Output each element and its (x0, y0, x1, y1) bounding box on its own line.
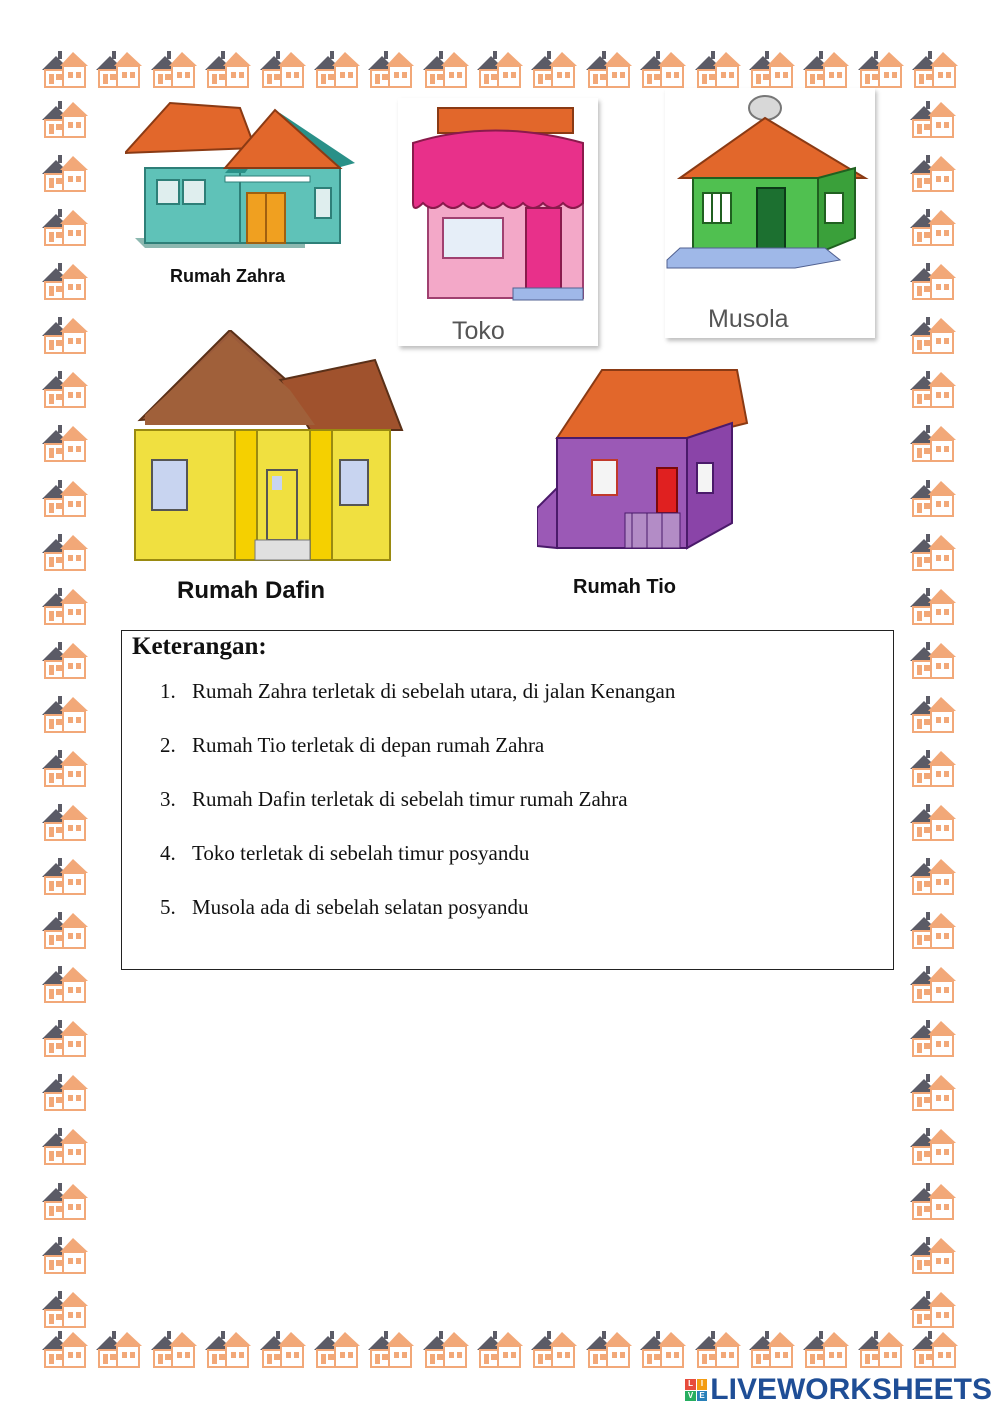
rumah-zahra-illustration (125, 98, 360, 258)
toko-illustration (398, 98, 598, 313)
house-border-icon (475, 48, 525, 90)
house-border-icon (40, 48, 90, 90)
house-border-icon (908, 368, 958, 410)
legend-box (121, 630, 894, 970)
liveworksheets-logo[interactable] (685, 1373, 992, 1407)
house-border-icon (584, 48, 634, 90)
musola-label: Musola (708, 305, 789, 333)
house-border-icon (908, 531, 958, 573)
house-border-icon (40, 855, 90, 897)
page-border-right (908, 98, 958, 1330)
house-border-icon (421, 1328, 471, 1370)
house-border-icon (40, 477, 90, 519)
house-border-icon (40, 98, 90, 140)
page-border-top (40, 48, 960, 92)
legend-item-number: 5. (160, 895, 176, 919)
house-border-icon (908, 963, 958, 1005)
legend-item-text: Toko terletak di sebelah timur posyandu (192, 841, 530, 865)
house-border-icon (40, 1125, 90, 1167)
house-border-icon (40, 260, 90, 302)
house-border-icon (908, 314, 958, 356)
house-border-icon (908, 1288, 958, 1330)
legend-item (160, 841, 675, 895)
legend-title: Keterangan: (132, 633, 267, 660)
house-border-icon (312, 1328, 362, 1370)
house-border-icon (149, 1328, 199, 1370)
house-border-icon (475, 1328, 525, 1370)
house-border-icon (908, 639, 958, 681)
house-border-icon (40, 801, 90, 843)
house-border-icon (421, 48, 471, 90)
legend-item (160, 733, 675, 787)
house-border-icon (40, 1288, 90, 1330)
house-border-icon (40, 1071, 90, 1113)
house-border-icon (908, 152, 958, 194)
house-border-icon (910, 1328, 960, 1370)
house-border-icon (312, 48, 362, 90)
house-border-icon (908, 1071, 958, 1113)
house-border-icon (40, 747, 90, 789)
toko-picture (398, 98, 598, 346)
house-border-icon (258, 1328, 308, 1370)
rumah-tio-picture (537, 368, 752, 558)
house-border-icon (40, 1328, 90, 1370)
legend-list (160, 679, 675, 949)
house-border-icon (94, 48, 144, 90)
legend-item-number: 3. (160, 787, 176, 811)
house-border-icon (908, 1017, 958, 1059)
house-border-icon (908, 260, 958, 302)
house-border-icon (638, 48, 688, 90)
house-border-icon (801, 48, 851, 90)
house-border-icon (908, 747, 958, 789)
house-border-icon (40, 963, 90, 1005)
legend-item-text: Rumah Tio terletak di depan rumah Zahra (192, 733, 545, 757)
legend-item (160, 787, 675, 841)
house-border-icon (40, 693, 90, 735)
rumah-zahra-picture (125, 98, 360, 258)
house-border-icon (584, 1328, 634, 1370)
rumah-tio-label: Rumah Tio (573, 576, 676, 598)
house-border-icon (908, 98, 958, 140)
house-border-icon (747, 48, 797, 90)
house-border-icon (40, 206, 90, 248)
rumah-tio-illustration (537, 368, 752, 558)
house-border-icon (40, 909, 90, 951)
house-border-icon (908, 909, 958, 951)
musola-illustration (665, 88, 875, 283)
house-border-icon (908, 1234, 958, 1276)
rumah-dafin-picture (130, 330, 405, 570)
legend-item-text: Musola ada di sebelah selatan posyandu (192, 895, 529, 919)
legend-item-text: Rumah Zahra terletak di sebelah utara, di jalan Kenangan (192, 679, 676, 703)
house-border-icon (908, 206, 958, 248)
house-border-icon (40, 422, 90, 464)
legend-item-number: 4. (160, 841, 176, 865)
house-border-icon (801, 1328, 851, 1370)
house-border-icon (40, 585, 90, 627)
house-border-icon (693, 1328, 743, 1370)
house-border-icon (258, 48, 308, 90)
house-border-icon (908, 693, 958, 735)
page-border-left (40, 98, 90, 1330)
legend-item (160, 679, 675, 733)
house-border-icon (94, 1328, 144, 1370)
house-border-icon (40, 152, 90, 194)
house-border-icon (40, 1017, 90, 1059)
legend-item-text: Rumah Dafin terletak di sebelah timur rumah Zahra (192, 787, 628, 811)
rumah-dafin-label: Rumah Dafin (177, 577, 326, 604)
liveworksheets-logo-text: LIVEWORKSHEETS (710, 1373, 992, 1406)
house-border-icon (908, 1125, 958, 1167)
page-border-bottom (40, 1328, 960, 1372)
house-border-icon (529, 48, 579, 90)
house-border-icon (40, 1234, 90, 1276)
house-border-icon (529, 1328, 579, 1370)
house-border-icon (908, 801, 958, 843)
house-border-icon (149, 48, 199, 90)
house-border-icon (366, 1328, 416, 1370)
musola-picture (665, 88, 875, 338)
house-border-icon (40, 639, 90, 681)
house-border-icon (908, 477, 958, 519)
legend-item-number: 2. (160, 733, 176, 757)
house-border-icon (40, 314, 90, 356)
house-border-icon (910, 48, 960, 90)
house-border-icon (40, 1180, 90, 1222)
house-border-icon (856, 1328, 906, 1370)
house-border-icon (40, 531, 90, 573)
house-border-icon (203, 1328, 253, 1370)
house-border-icon (747, 1328, 797, 1370)
house-border-icon (908, 585, 958, 627)
house-border-icon (908, 422, 958, 464)
house-border-icon (908, 1180, 958, 1222)
liveworksheets-logo-icon: L I V E (685, 1379, 707, 1401)
house-border-icon (366, 48, 416, 90)
house-border-icon (693, 48, 743, 90)
house-border-icon (856, 48, 906, 90)
toko-label: Toko (452, 317, 505, 345)
legend-item (160, 895, 675, 949)
house-border-icon (40, 368, 90, 410)
rumah-dafin-illustration (130, 330, 405, 570)
house-border-icon (638, 1328, 688, 1370)
legend-item-number: 1. (160, 679, 176, 703)
house-border-icon (908, 855, 958, 897)
house-border-icon (203, 48, 253, 90)
rumah-zahra-label: Rumah Zahra (170, 266, 286, 286)
